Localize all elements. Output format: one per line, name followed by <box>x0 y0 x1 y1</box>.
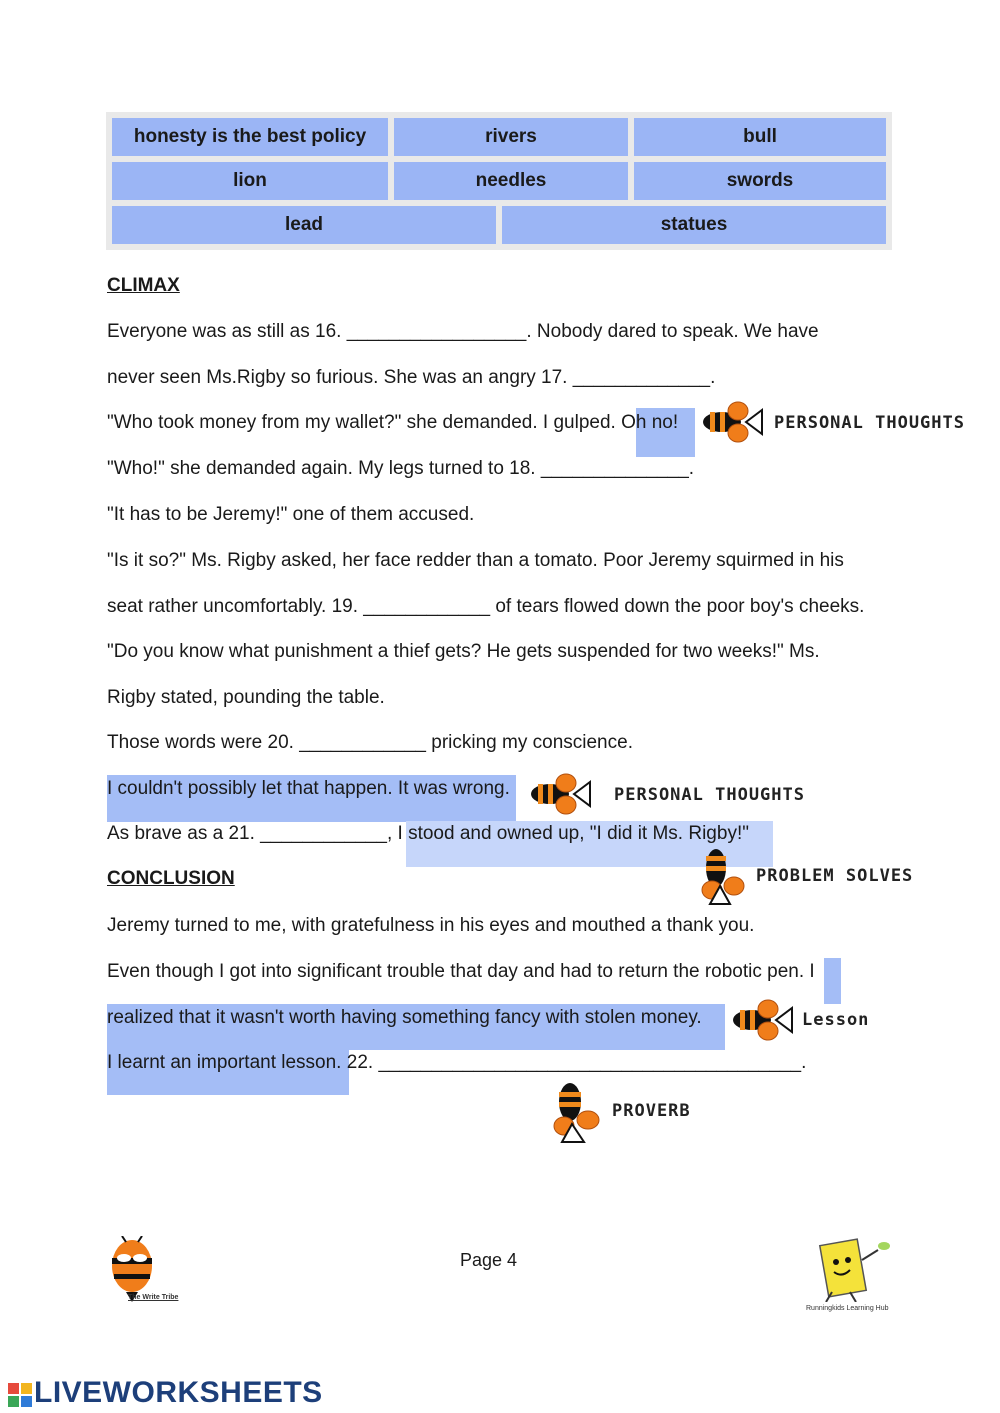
page-number: Page 4 <box>460 1250 518 1270</box>
story-line <box>107 960 815 984</box>
story-line: Those words were 20. ____________ pricking my conscience. <box>107 732 633 753</box>
bee-icon <box>528 772 594 816</box>
bee-icon <box>700 400 766 444</box>
liveworksheets-brand: LIVEWORKSHEETS <box>34 1376 323 1409</box>
lesson-tag: Lesson <box>802 1010 870 1030</box>
word-bank-cell: swords <box>634 162 886 200</box>
learning-hub-caption: Runningkids Learning Hub <box>806 1305 889 1312</box>
story-line: realized that it wasn't worth having something fancy with stolen money. <box>107 1007 702 1028</box>
story-text: "Who took money from my wallet?" she demanded. I gulped. <box>107 412 622 433</box>
personal-thoughts-tag: PERSONAL THOUGHTS <box>774 413 965 433</box>
highlight-box <box>824 958 841 1004</box>
story-line: Jeremy turned to me, with gratefulness in his eyes and mouthed a thank you. <box>107 915 755 936</box>
story-text: Even though I got into significant trouble that day and had to return the robotic pen. <box>107 961 810 982</box>
story-line: I couldn't possibly let that happen. It was wrong. <box>107 778 510 799</box>
word-bank-cell: statues <box>502 206 886 244</box>
book-mascot-icon <box>806 1230 892 1302</box>
story-line <box>107 411 678 435</box>
story-line: Rigby stated, pounding the table. <box>107 687 385 708</box>
highlighted-text: Oh no! <box>621 412 679 433</box>
conclusion-heading: CONCLUSION <box>107 868 235 889</box>
story-line: Everyone was as still as 16. _________________. Nobody dared to speak. We have <box>107 321 819 342</box>
personal-thoughts-tag: PERSONAL THOUGHTS <box>614 785 805 805</box>
story-line: "Do you know what punishment a thief gets? He gets suspended for two weeks!" Ms. <box>107 641 820 662</box>
story-line: "Is it so?" Ms. Rigby asked, her face redder than a tomato. Poor Jeremy squirmed in his <box>107 550 844 571</box>
climax-heading: CLIMAX <box>107 275 180 296</box>
bee-icon <box>730 998 796 1042</box>
word-bank <box>106 112 892 250</box>
proverb-tag: PROVERB <box>612 1101 691 1121</box>
word-bank-cell: honesty is the best policy <box>112 118 388 156</box>
word-bank-cell: lion <box>112 162 388 200</box>
story-text: 22. ________________________________________. <box>341 1052 807 1073</box>
write-tribe-logo-icon <box>106 1236 162 1302</box>
write-tribe-caption: The Write Tribe <box>128 1294 179 1301</box>
word-bank-cell: needles <box>394 162 628 200</box>
liveworksheets-logo-icon <box>8 1383 32 1407</box>
problem-solves-tag: PROBLEM SOLVES <box>756 866 914 886</box>
story-line <box>107 822 749 846</box>
story-line: "Who!" she demanded again. My legs turned to 18. ______________. <box>107 458 695 479</box>
story-text: As brave as a 21. ____________, <box>107 823 398 844</box>
word-bank-cell: bull <box>634 118 886 156</box>
story-line: seat rather uncomfortably. 19. ____________ of tears flowed down the poor boy's cheeks. <box>107 596 865 617</box>
highlighted-text: I learnt an important lesson. <box>107 1052 342 1073</box>
story-line: "It has to be Jeremy!" one of them accused. <box>107 504 475 525</box>
word-bank-cell: lead <box>112 206 496 244</box>
highlighted-text: I stood and owned up, "I did it Ms. Rigby!" <box>397 823 749 844</box>
bee-icon <box>552 1080 604 1144</box>
bee-icon <box>700 846 748 908</box>
story-line <box>107 1051 806 1075</box>
word-bank-cell: rivers <box>394 118 628 156</box>
highlighted-text: I <box>809 961 815 982</box>
story-line: never seen Ms.Rigby so furious. She was an angry 17. _____________. <box>107 367 716 388</box>
